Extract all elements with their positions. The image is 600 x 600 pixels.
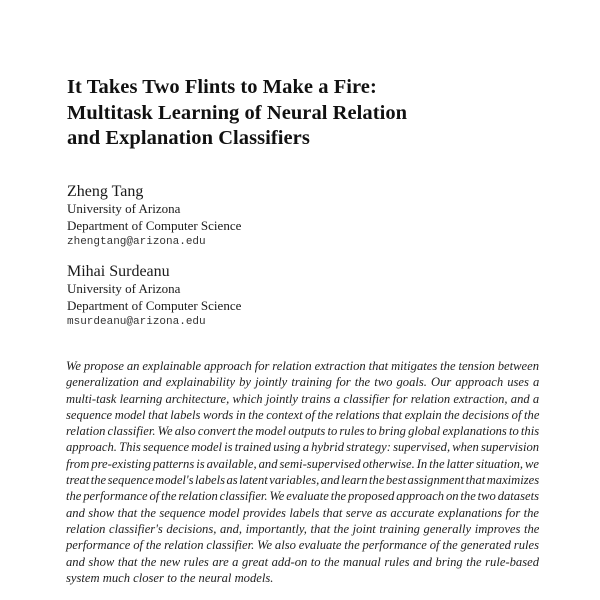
author-department: Department of Computer Science <box>67 297 242 313</box>
abstract-line: sequence model that labels words in the context of the relations that explain the decisions of the <box>66 407 540 422</box>
author-affiliation: University of Arizona <box>67 281 181 296</box>
author-name: Zheng Tang <box>67 183 144 200</box>
author-block <box>67 182 367 250</box>
title-line: It Takes Two Flints to Make a Fire: <box>67 76 377 98</box>
author-email: msurdeanu@arizona.edu <box>67 316 206 328</box>
abstract <box>66 358 539 586</box>
abstract-line: and show that the new rules are a great add-on to the manual rules and bring the rule-based <box>66 554 539 569</box>
abstract-line: approach. This sequence model is trained using a hybrid strategy: supervised, when supervision <box>66 440 540 455</box>
author-block <box>67 262 367 330</box>
title-line: Multitask Learning of Neural Relation <box>67 101 408 124</box>
abstract-line: system much closer to the neural models. <box>66 570 274 585</box>
abstract-line: from pre-existing patterns is available, and semi-supervised otherwise. In the latter situation, we <box>66 456 540 471</box>
title-line: and Explanation Classifiers <box>67 127 310 149</box>
abstract-line: and show that the sequence model provides labels that serve as accurate explanations for the <box>66 505 539 520</box>
author-department: Department of Computer Science <box>67 217 242 233</box>
paper-title <box>67 75 487 152</box>
abstract-line: relation classifier's decisions, and, importantly, that the joint training generally improves the <box>66 521 540 536</box>
author-email: zhengtang@arizona.edu <box>67 236 206 248</box>
author-affiliation: University of Arizona <box>67 201 181 216</box>
abstract-line: We propose an explainable approach for relation extraction that mitigates the tension between <box>66 359 539 373</box>
author-name: Mihai Surdeanu <box>67 263 170 280</box>
abstract-line: generalization and explainability by jointly training for the two goals. Our approach uses a <box>66 375 540 390</box>
abstract-line: performance of the relation classifier. We also evaluate the performance of the generated rules <box>66 538 539 553</box>
abstract-line: multi-task learning architecture, which jointly trains a classifier for relation extraction, and a <box>66 391 540 406</box>
abstract-line: treat the sequence model's labels as latent variables, and learn the best assignment that maximizes <box>66 473 540 488</box>
abstract-line: relation classifier. We also convert the model outputs to rules to bring global explanations to this <box>66 424 540 439</box>
abstract-line: the performance of the relation classifier. We evaluate the proposed approach on the two datasets <box>66 489 539 504</box>
